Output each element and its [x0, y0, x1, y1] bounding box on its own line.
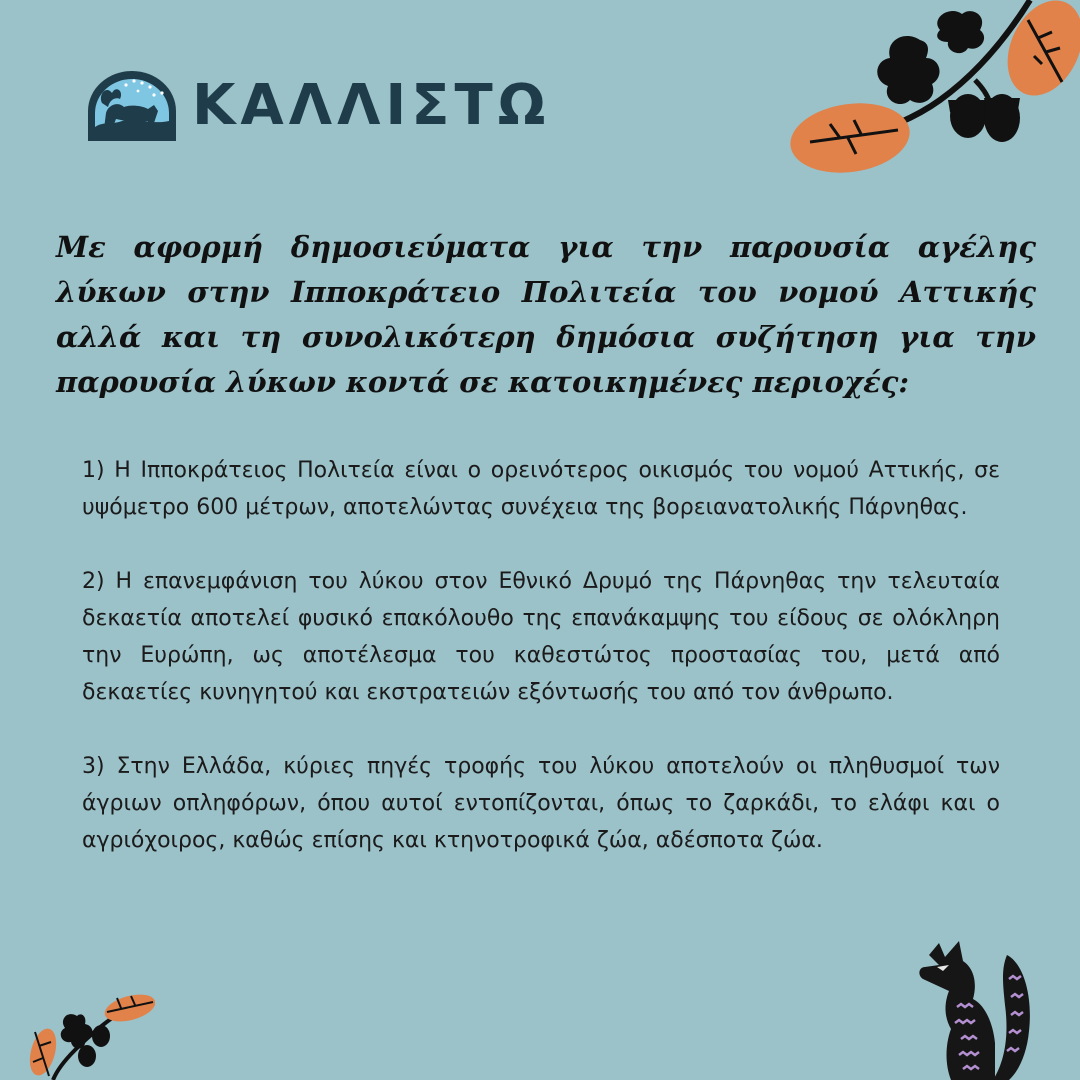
list-item: 1) Η Ιπποκράτειος Πολιτεία είναι ο ορεινότερος οικισμός του νομού Αττικής, σε υψόμετρο 600 μέτρων, αποτελώντας συνέχεια της βορειανατολικής Πάρνηθας.	[82, 458, 1000, 520]
wolf-illustration-icon	[915, 935, 1075, 1080]
oak-branch-icon	[790, 0, 1080, 180]
bear-logo-icon	[82, 67, 182, 145]
points-list	[82, 452, 1000, 896]
brand-name: ΚΑΛΛΙΣΤΩ	[192, 73, 551, 138]
intro-paragraph: Με αφορμή δημοσιεύματα για την παρουσία αγέλης λύκων στην Ιπποκράτειο Πολιτεία του νομού Αττικής αλλά και τη συνολικότερη δημόσια συζήτηση για την παρουσία λύκων κοντά σε κατοικημένες περιοχές:	[56, 230, 1036, 399]
list-item: 3) Στην Ελλάδα, κύριες πηγές τροφής του λύκου αποτελούν οι πληθυσμοί των άγριων οπληφόρων, όπου αυτοί εντοπίζονται, όπως το ζαρκάδι, το ελάφι και ο αγριόχοιρος, καθώς επίσης και κτηνοτροφικά ζώα, αδέσποτα ζώα.	[82, 754, 1000, 853]
list-item: 2) Η επανεμφάνιση του λύκου στον Εθνικό Δρυμό της Πάρνηθας την τελευταία δεκαετία αποτελεί φυσικό επακόλουθο της επανάκαμψης του είδους σε ολόκληρη την Ευρώπη, ως αποτέλεσμα του καθεστώτος προστασίας του, μετά από δεκαετίες κυνηγητού και εκστρατειών εξόντωσής του από τον άνθρωπο.	[82, 569, 1000, 705]
oak-branch-icon	[25, 990, 155, 1080]
brand-logo	[82, 66, 562, 146]
